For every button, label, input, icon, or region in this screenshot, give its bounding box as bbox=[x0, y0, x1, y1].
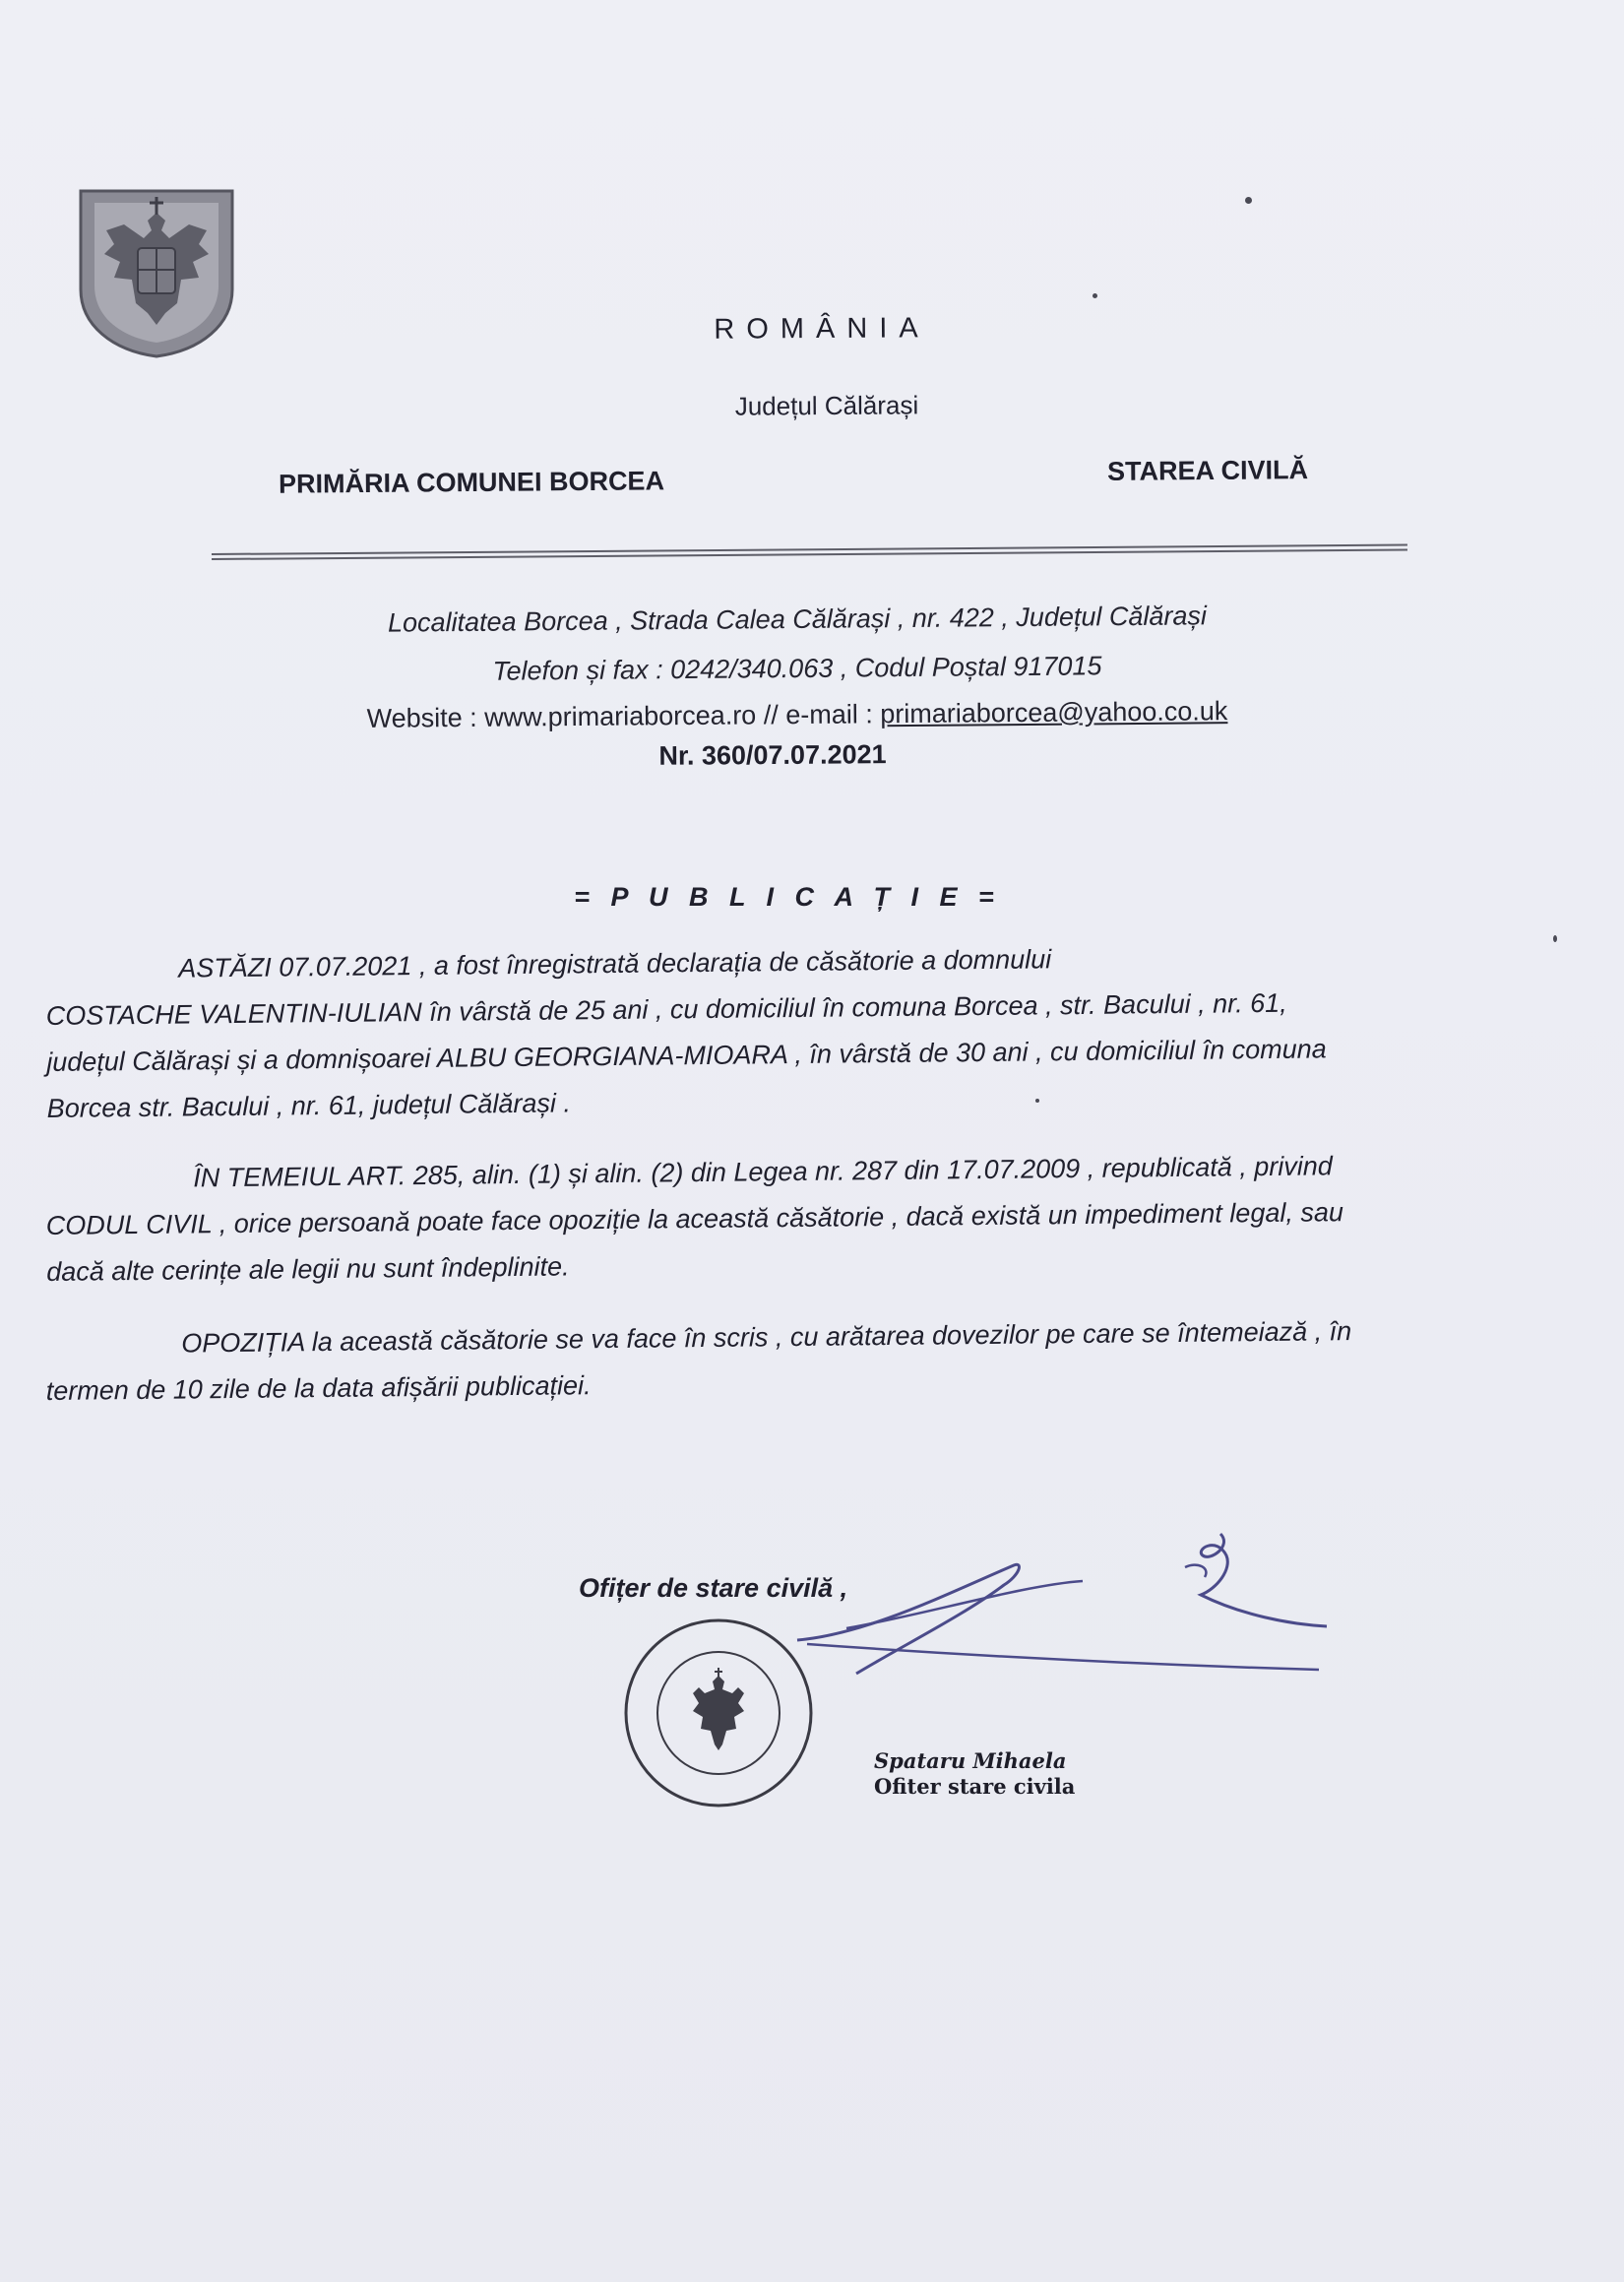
paragraph-line: ASTĂZI 07.07.2021 , a fost înregistrată declarația de căsătorie a domnului bbox=[178, 944, 1052, 983]
email-link[interactable]: primariaborcea@yahoo.co.uk bbox=[880, 696, 1228, 729]
issuer-name: PRIMĂRIA COMUNEI BORCEA bbox=[278, 466, 665, 499]
handwritten-signature bbox=[787, 1526, 1339, 1703]
officer-stamp bbox=[874, 1748, 1075, 1800]
paragraph-line: județul Călărași și a domnișoarei ALBU GEORGIANA-MIOARA , în vârstă de 30 ani , cu domiciliul în comuna bbox=[46, 1034, 1327, 1077]
paragraph-line: ÎN TEMEIUL ART. 285, alin. (1) și alin. (2) din Legea nr. 287 din 17.07.2009 , republicată , privind bbox=[193, 1151, 1333, 1193]
paper-speck bbox=[1245, 197, 1252, 204]
paragraph-line: termen de 10 zile de la data afișării publicației. bbox=[45, 1370, 592, 1406]
county-heading: Județul Călărași bbox=[734, 390, 919, 421]
paragraph-line: CODUL CIVIL , orice persoană poate face opoziție la această căsătorie , dacă există un impediment legal, sau bbox=[45, 1197, 1344, 1240]
website-line bbox=[0, 693, 1594, 737]
country-heading: ROMÂNIA bbox=[714, 312, 930, 346]
registration-number: Nr. 360/07.07.2021 bbox=[658, 739, 887, 771]
paragraph-line: OPOZIȚIA la această căsătorie se va face în scris , cu arătarea dovezilor pe care se întemeiază , în bbox=[181, 1316, 1352, 1359]
paragraph-line: COSTACHE VALENTIN-IULIAN în vârstă de 25 ani , cu domiciliul în comuna Borcea , str. Bacului , nr. 61, bbox=[45, 987, 1287, 1031]
header-divider bbox=[212, 543, 1407, 560]
phone-line: Telefon și fax : 0242/340.063 , Codul Poștal 917015 bbox=[492, 651, 1102, 686]
paragraph-line: Borcea str. Bacului , nr. 61, județul Călărași . bbox=[46, 1088, 572, 1123]
officer-title: Ofiter stare civila bbox=[874, 1774, 1076, 1799]
address-line: Localitatea Borcea , Strada Calea Călărași , nr. 422 , Județul Călărași bbox=[387, 601, 1208, 638]
officer-name: Spataru Mihaela bbox=[874, 1748, 1067, 1773]
paper-speck bbox=[1093, 293, 1097, 298]
paragraph-opposition bbox=[45, 1306, 1523, 1415]
paper-speck bbox=[1553, 935, 1557, 942]
paragraph-declaration bbox=[45, 931, 1524, 1132]
signature-label: Ofițer de stare civilă , bbox=[579, 1573, 848, 1603]
paragraph-legal-basis bbox=[45, 1141, 1523, 1296]
document-title: = P U B L I C A Ț I E = bbox=[574, 882, 1001, 912]
paper-speck bbox=[1035, 1099, 1039, 1103]
paragraph-line: dacă alte cerințe ale legii nu sunt îndeplinite. bbox=[46, 1251, 570, 1287]
department-name: STAREA CIVILĂ bbox=[1106, 455, 1309, 486]
website-text: Website : www.primariaborcea.ro // e-mail : bbox=[366, 699, 881, 733]
